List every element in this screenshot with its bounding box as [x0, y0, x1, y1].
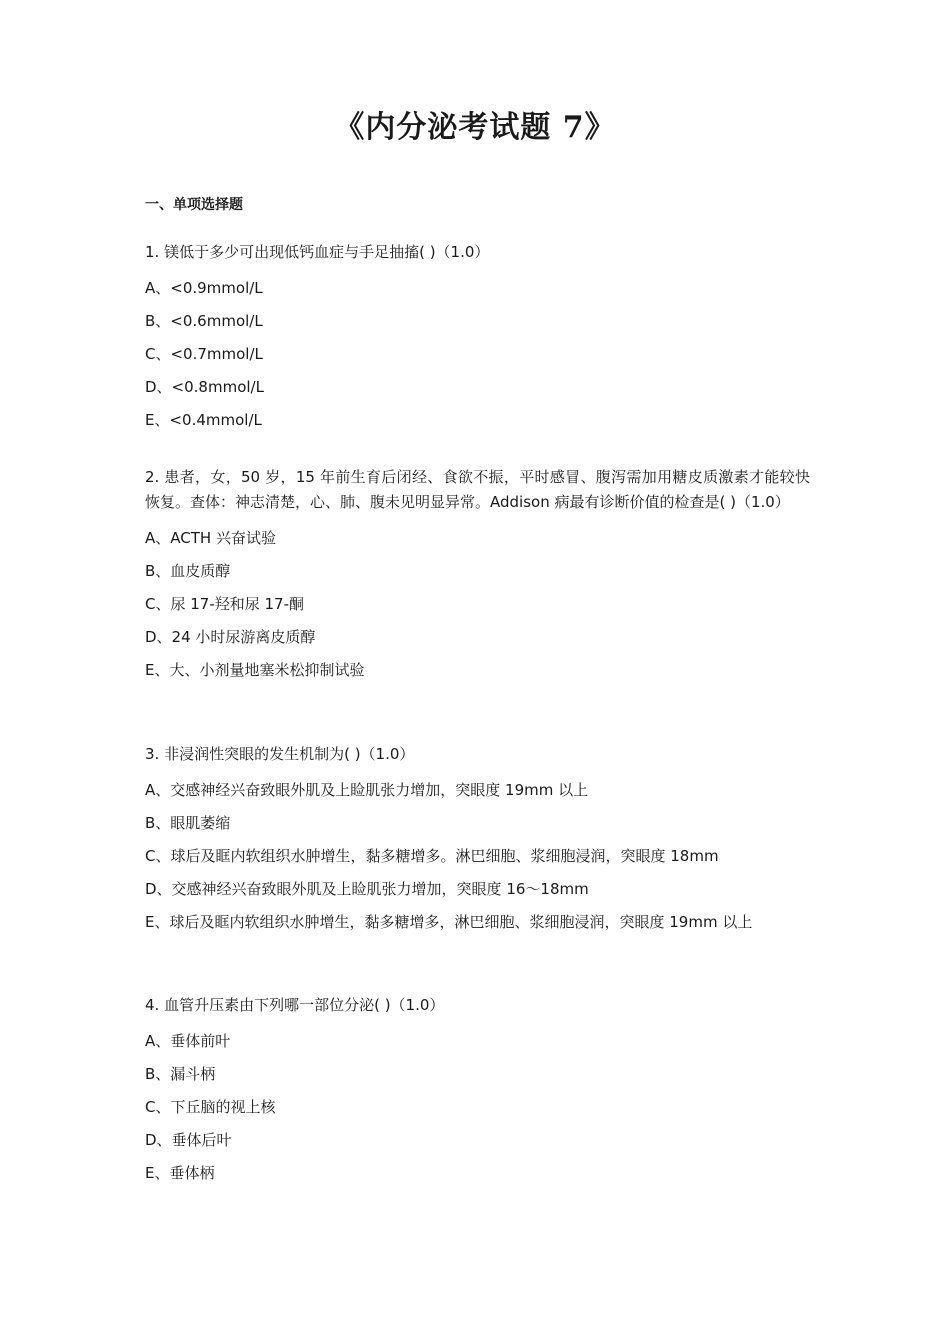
option-a: A、垂体前叶	[145, 1032, 231, 1050]
question-stem: 2. 患者，女，50 岁，15 年前生育后闭经、食欲不振，平时感冒、腹泻需加用糖皮质激素才能较快恢复。查体：神志清楚，心、肺、腹未见明显异常。Addison 病最有诊断价值的检查是( )（1.0）	[145, 468, 810, 511]
option-d: D、<0.8mmol/L	[145, 378, 264, 396]
document-title: 《内分泌考试题 7》	[334, 110, 616, 145]
option-e: E、大、小剂量地塞米松抑制试验	[145, 661, 365, 679]
option-c: C、<0.7mmol/L	[145, 345, 263, 363]
option-a: A、<0.9mmol/L	[145, 279, 263, 297]
section-heading: 一、单项选择题	[145, 197, 243, 213]
option-b: B、眼肌萎缩	[145, 814, 231, 832]
option-a: A、ACTH 兴奋试验	[145, 529, 276, 547]
question-3	[145, 742, 810, 935]
question-1	[145, 240, 810, 433]
option-b: B、<0.6mmol/L	[145, 312, 263, 330]
option-b: B、血皮质醇	[145, 562, 231, 580]
question-2	[145, 465, 810, 683]
option-c: C、下丘脑的视上核	[145, 1098, 276, 1116]
question-stem: 3. 非浸润性突眼的发生机制为( )（1.0）	[145, 745, 415, 763]
question-stem: 1. 镁低于多少可出现低钙血症与手足抽搐( )（1.0）	[145, 243, 490, 261]
option-e: E、球后及眶内软组织水肿增生，黏多糖增多，淋巴细胞、浆细胞浸润，突眼度 19mm 以上	[145, 913, 753, 931]
option-d: D、24 小时尿游离皮质醇	[145, 628, 316, 646]
option-e: E、<0.4mmol/L	[145, 411, 262, 429]
question-stem: 4. 血管升压素由下列哪一部位分泌( )（1.0）	[145, 996, 445, 1014]
option-d: D、垂体后叶	[145, 1131, 232, 1149]
option-a: A、交感神经兴奋致眼外肌及上睑肌张力增加，突眼度 19mm 以上	[145, 781, 589, 799]
option-c: C、尿 17-羟和尿 17-酮	[145, 595, 305, 613]
question-4	[145, 993, 810, 1186]
option-e: E、垂体柄	[145, 1164, 215, 1182]
option-c: C、球后及眶内软组织水肿增生，黏多糖增多。淋巴细胞、浆细胞浸润，突眼度 18mm	[145, 847, 719, 865]
option-d: D、交感神经兴奋致眼外肌及上睑肌张力增加，突眼度 16～18mm	[145, 880, 589, 898]
option-b: B、漏斗柄	[145, 1065, 216, 1083]
